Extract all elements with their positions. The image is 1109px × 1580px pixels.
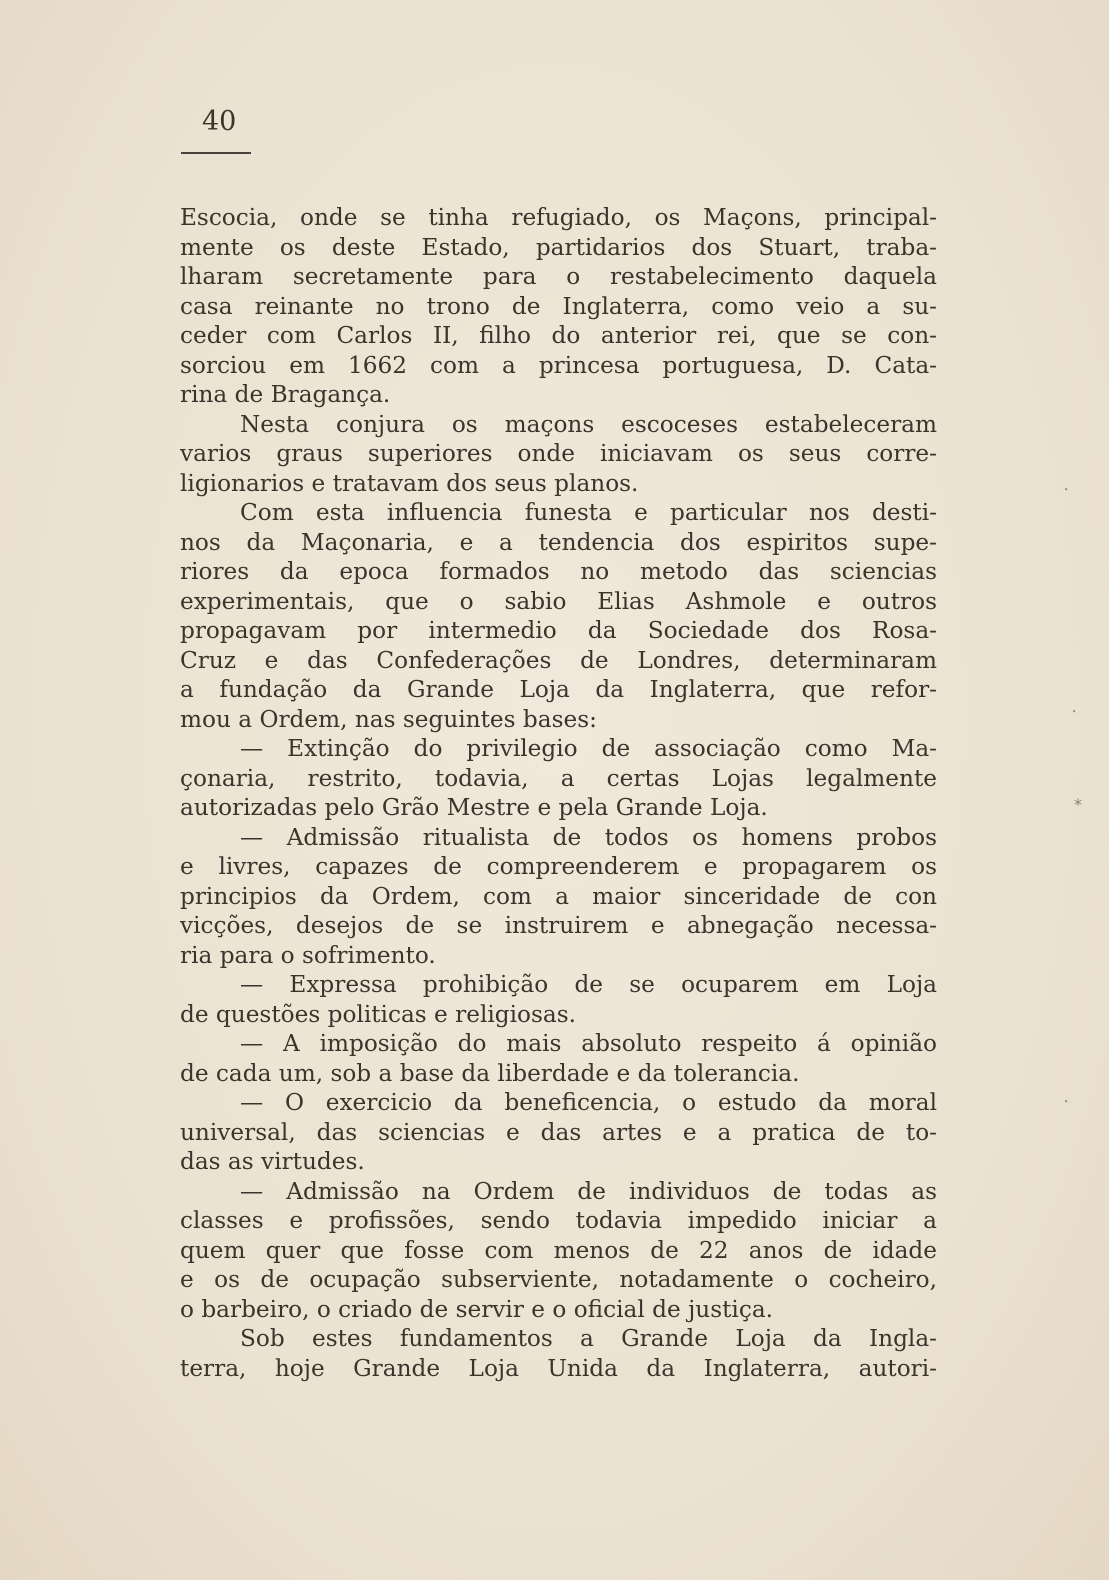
text-line: — Expressa prohibição de se ocuparem em Loja <box>240 971 937 998</box>
text-line: çonaria, restrito, todavia, a certas Lojas legalmente <box>180 764 937 792</box>
page-number: 40 <box>202 106 237 137</box>
text-line: mou a Ordem, nas seguintes bases: <box>180 705 597 733</box>
text-line: quem quer que fosse com menos de 22 anos de idade <box>180 1236 937 1264</box>
text-line: casa reinante no trono de Inglaterra, como veio a su- <box>180 292 937 320</box>
text-line: — Admissão ritualista de todos os homens probos <box>240 823 937 851</box>
text-line: vicções, desejos de se instruirem e abnegação necessa- <box>180 912 937 939</box>
paper-speck-icon: * <box>1074 795 1082 814</box>
text-line: autorizadas pelo Grão Mestre e pela Grande Loja. <box>180 794 768 821</box>
text-line: Cruz e das Confederações de Londres, determinaram <box>180 646 937 674</box>
text-line: das as virtudes. <box>180 1148 365 1175</box>
text-line: Sob estes fundamentos a Grande Loja da Ingla- <box>240 1325 937 1352</box>
text-line: ria para o sofrimento. <box>180 941 436 969</box>
text-line: Escocia, onde se tinha refugiado, os Maçons, principal- <box>180 204 937 231</box>
text-line: a fundação da Grande Loja da Inglaterra, que refor- <box>180 676 937 703</box>
text-line: Com esta influencia funesta e particular nos desti- <box>240 499 937 526</box>
paper-speck-icon: ⸱ <box>1072 702 1077 721</box>
text-line: de cada um, sob a base da liberdade e da tolerancia. <box>180 1059 800 1087</box>
text-line: mente os deste Estado, partidarios dos Stuart, traba- <box>180 233 937 261</box>
page-number-rule <box>181 152 251 154</box>
text-line: ceder com Carlos II, filho do anterior rei, que se con- <box>180 322 937 349</box>
body-text <box>180 203 937 1383</box>
text-line: terra, hoje Grande Loja Unida da Inglaterra, autori- <box>180 1354 937 1382</box>
text-line: de questões politicas e religiosas. <box>180 1000 576 1028</box>
text-line: propagavam por intermedio da Sociedade dos Rosa- <box>180 617 937 644</box>
text-line: o barbeiro, o criado de servir e o oficial de justiça. <box>180 1295 774 1323</box>
text-line: lharam secretamente para o restabelecimento daquela <box>180 263 937 290</box>
text-line: ligionarios e tratavam dos seus planos. <box>180 469 639 497</box>
text-line: nos da Maçonaria, e a tendencia dos espiritos supe- <box>180 528 937 556</box>
text-line: — A imposição do mais absoluto respeito á opinião <box>240 1030 937 1057</box>
text-line: e os de ocupação subserviente, notadamente o cocheiro, <box>180 1266 937 1293</box>
text-line: — Admissão na Ordem de individuos de todas as <box>240 1177 937 1205</box>
text-line: classes e profissões, sendo todavia impedido iniciar a <box>180 1207 937 1234</box>
text-line: experimentais, que o sabio Elias Ashmole e outros <box>180 587 937 615</box>
paper-speck-icon: ⸱ <box>1064 1092 1069 1111</box>
text-line: principios da Ordem, com a maior sinceridade de con <box>180 882 937 910</box>
text-line: Nesta conjura os maçons escoceses estabeleceram <box>240 410 937 438</box>
text-line: sorciou em 1662 com a princesa portuguesa, D. Cata- <box>180 351 937 379</box>
text-line: varios graus superiores onde iniciavam os seus corre- <box>180 440 937 467</box>
text-line: — Extinção do privilegio de associação como Ma- <box>240 735 937 762</box>
text-line: e livres, capazes de compreenderem e propagarem os <box>180 853 937 880</box>
text-line: universal, das sciencias e das artes e a pratica de to- <box>180 1118 937 1146</box>
paper-speck-icon: ⸱ <box>1064 480 1069 499</box>
text-line: — O exercicio da beneficencia, o estudo da moral <box>240 1089 937 1116</box>
text-line: rina de Bragança. <box>180 381 391 408</box>
text-line: riores da epoca formados no metodo das sciencias <box>180 558 937 585</box>
